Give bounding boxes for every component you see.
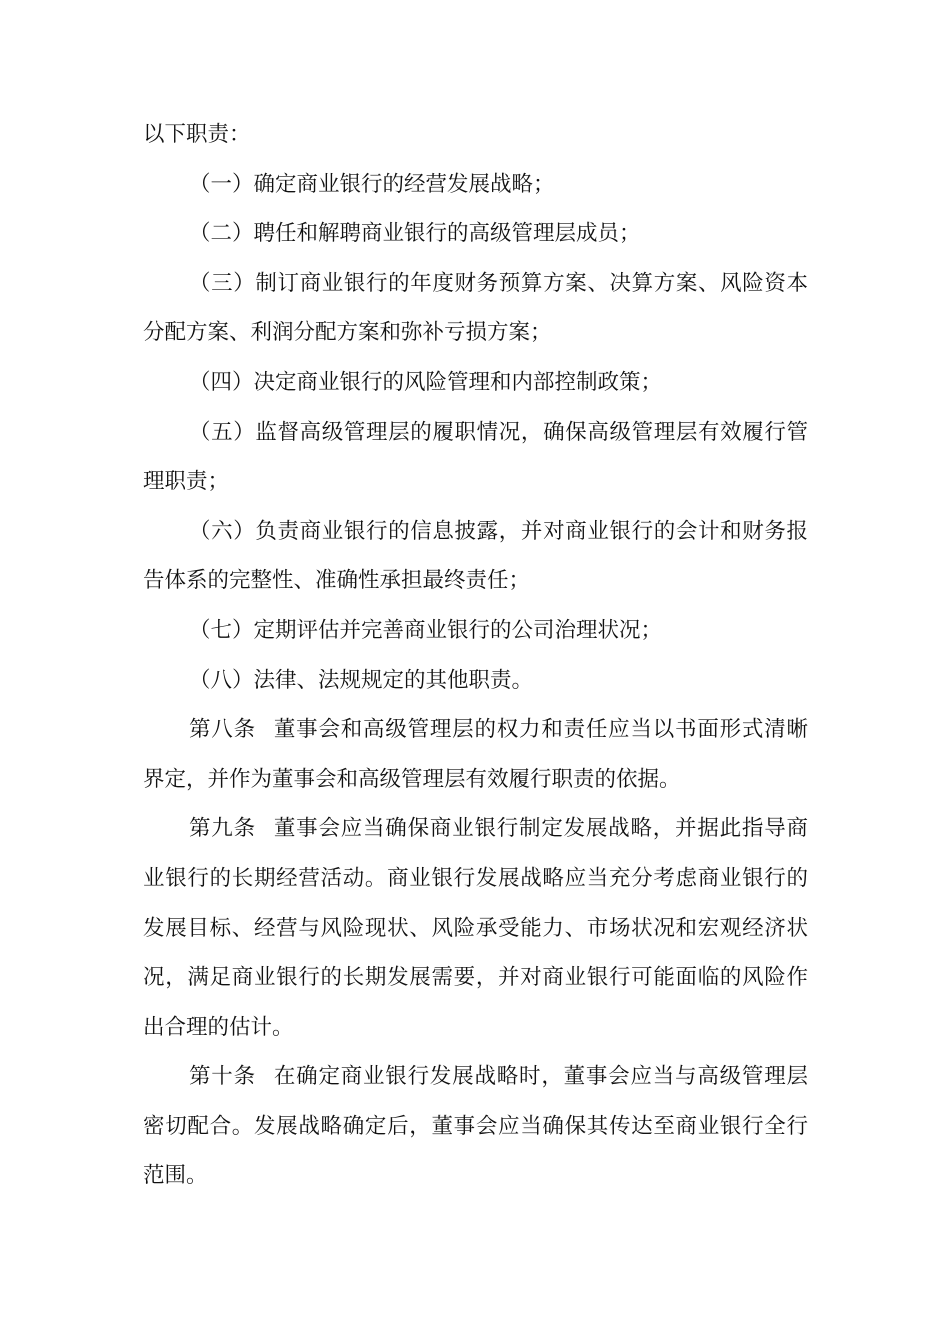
- duty-item-7: （七）定期评估并完善商业银行的公司治理状况；: [189, 617, 663, 643]
- article-text: 董事会和高级管理层的权力和责任应当以书面形式清晰界定，并作为董事会和高级管理层有效履行职责的依据。: [143, 717, 808, 792]
- article-9: [143, 804, 808, 1052]
- duty-item-2: （二）聘任和解聘商业银行的高级管理层成员；: [189, 221, 641, 247]
- duty-item-8: （八）法律、法规规定的其他职责。: [189, 667, 534, 693]
- article-10: [143, 1052, 808, 1201]
- article-number: 第十条: [189, 1064, 256, 1090]
- duty-item-5: （五）监督高级管理层的履职情况，确保高级管理层有效履行管理职责；: [143, 419, 808, 495]
- duty-item-4: （四）决定商业银行的风险管理和内部控制政策；: [189, 369, 663, 395]
- article-number: 第九条: [189, 816, 256, 842]
- article-text: 在确定商业银行发展战略时，董事会应当与高级管理层密切配合。发展战略确定后，董事会应当确保其传达至商业银行全行范围。: [143, 1064, 808, 1189]
- article-8: [143, 705, 808, 804]
- paragraph-lead-in: 以下职责：: [143, 122, 251, 147]
- article-text: 董事会应当确保商业银行制定发展战略，并据此指导商业银行的长期经营活动。商业银行发展战略应当充分考虑商业银行的发展目标、经营与风险现状、风险承受能力、市场状况和宏观经济状况，满足商业银行的长期发展需要，并对商业银行可能面临的风险作出合理的估计。: [143, 816, 808, 1040]
- duty-item-1: （一）确定商业银行的经营发展战略；: [189, 171, 555, 197]
- duty-item-3: （三）制订商业银行的年度财务预算方案、决算方案、风险资本分配方案、利润分配方案和弥补亏损方案；: [143, 270, 808, 346]
- document-body: [143, 110, 808, 1201]
- article-number: 第八条: [189, 717, 256, 743]
- duty-item-6: （六）负责商业银行的信息披露，并对商业银行的会计和财务报告体系的完整性、准确性承担最终责任；: [143, 518, 808, 594]
